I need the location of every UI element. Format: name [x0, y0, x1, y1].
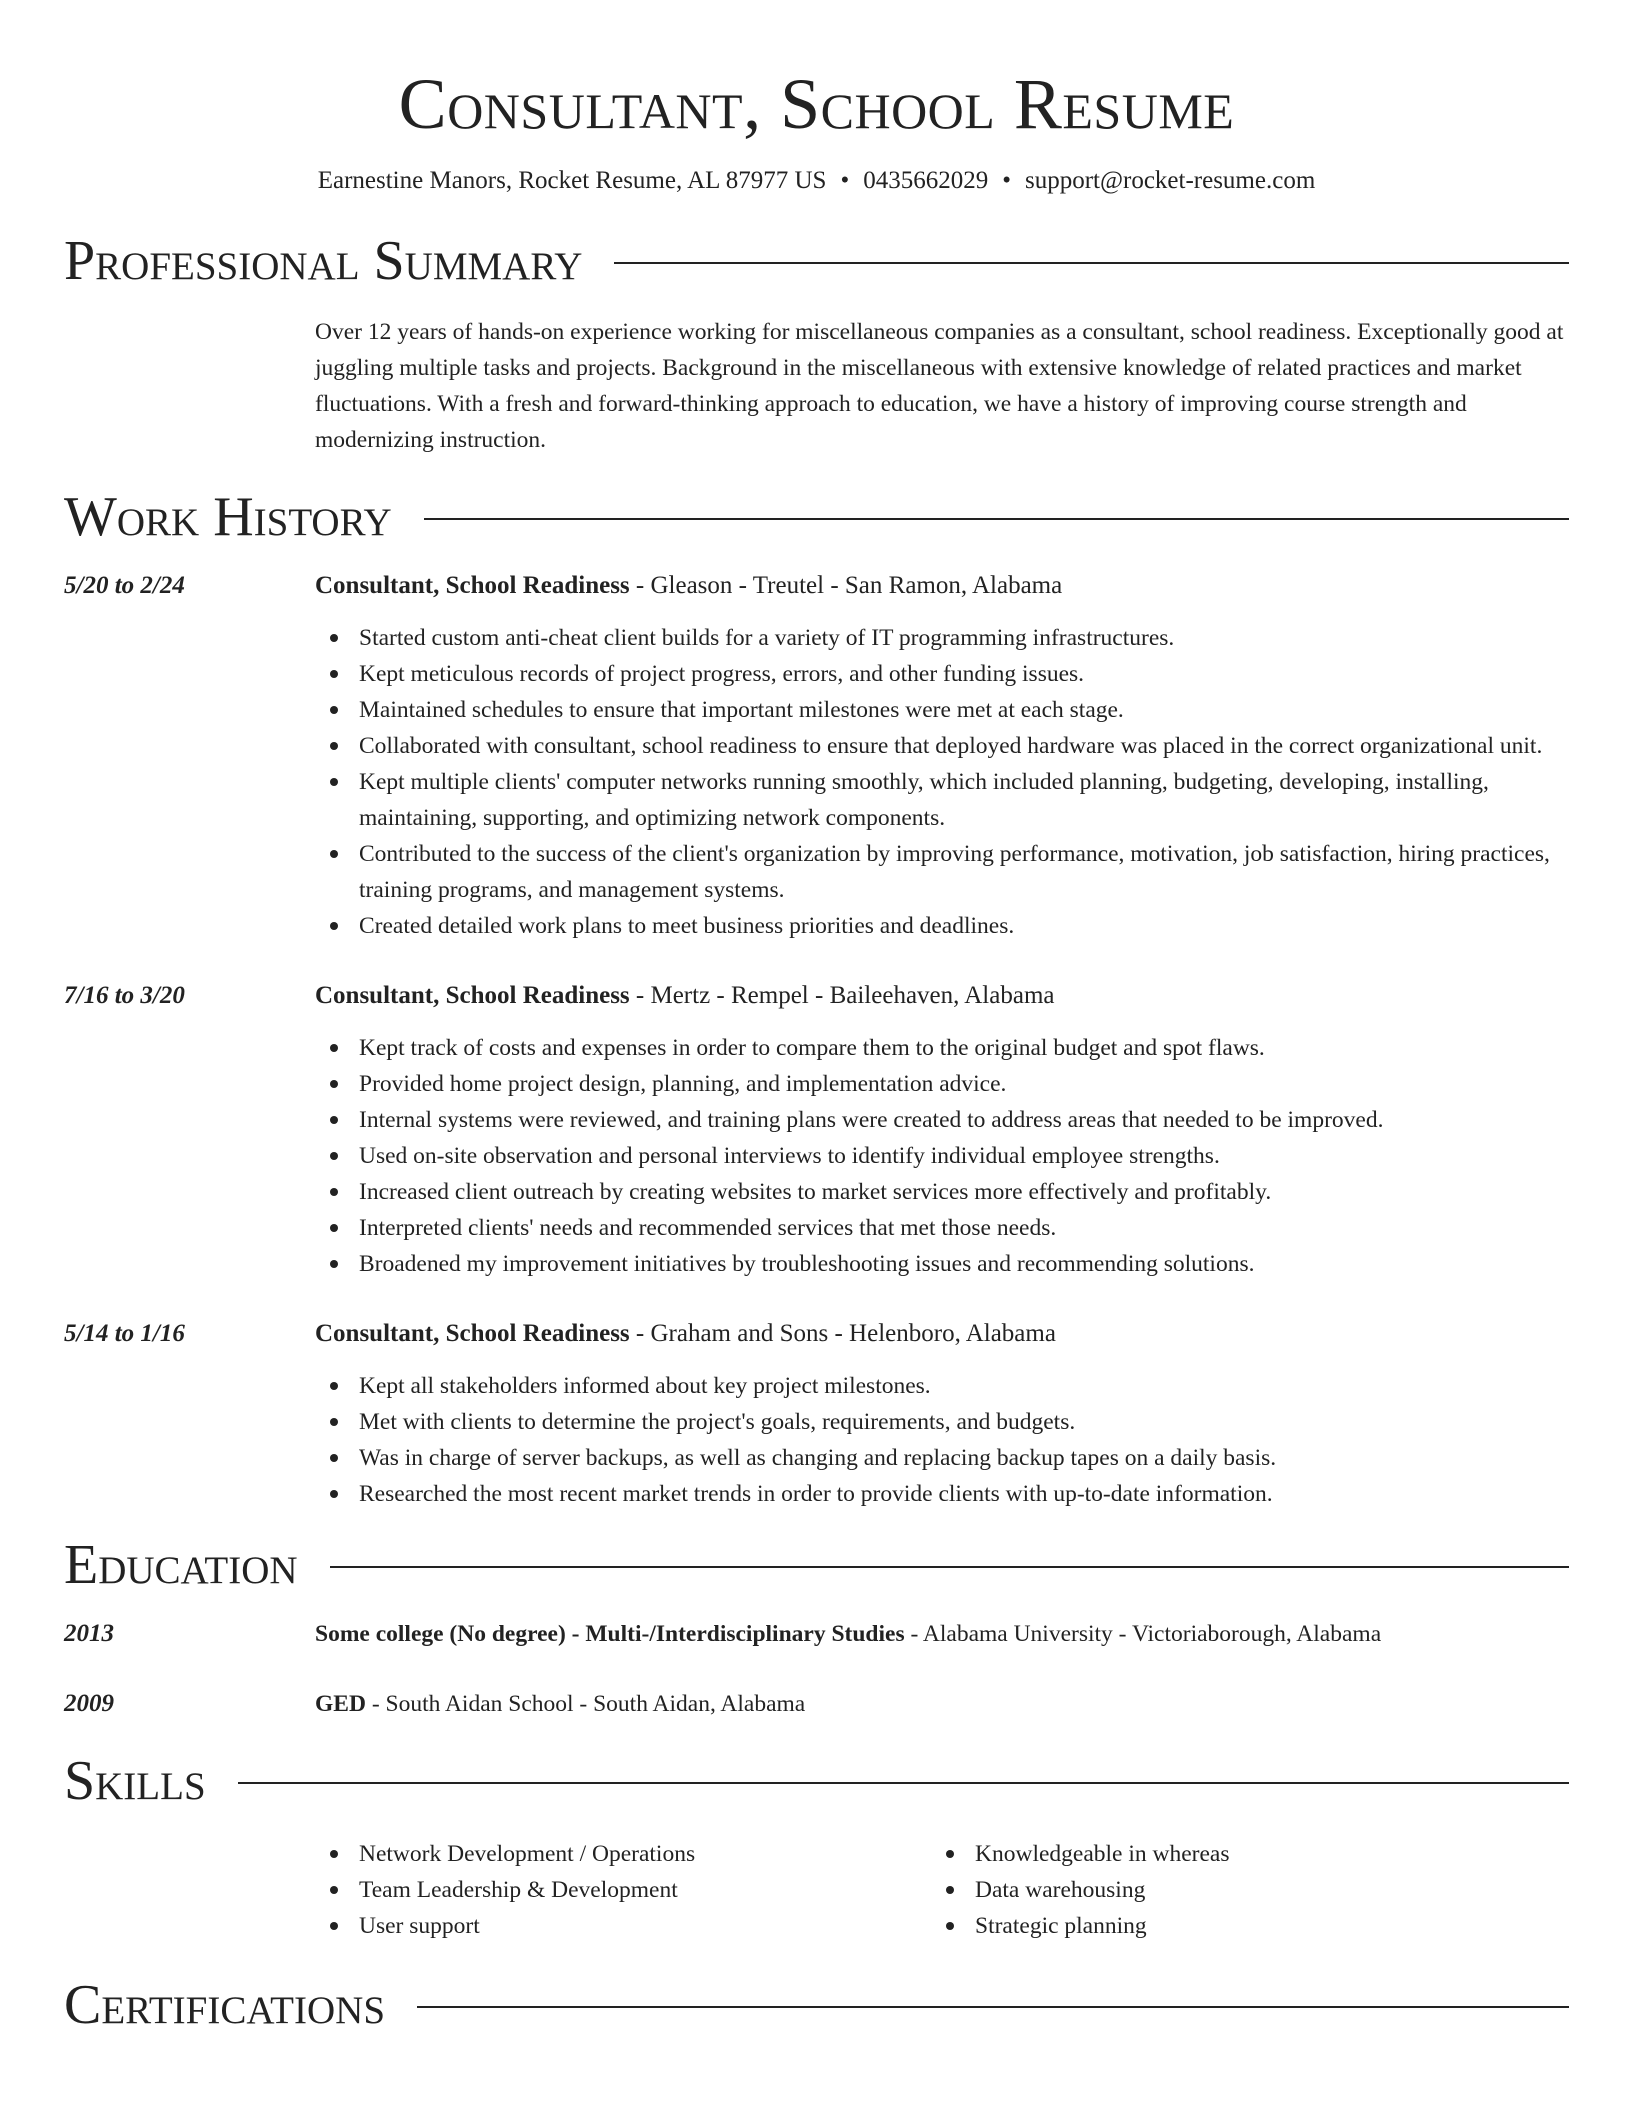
list-item: Data warehousing: [931, 1872, 1547, 1908]
list-item: Knowledgeable in whereas: [931, 1836, 1547, 1872]
contact-separator: •: [840, 167, 850, 194]
job-bullets: [315, 1030, 1569, 1282]
list-item: Contributed to the success of the client's organization by improving performance, motivation, job satisfaction, hiring practices, training programs, and management systems.: [315, 836, 1569, 908]
job-dates: 5/14 to 1/16: [64, 1320, 185, 1347]
job-body: [315, 568, 1569, 944]
work-section-header: [64, 486, 1569, 548]
education-body: [315, 1616, 1569, 1652]
job-entry: [64, 978, 1569, 1282]
list-item: Kept track of costs and expenses in order to compare them to the original budget and spot flaws.: [315, 1030, 1569, 1066]
contact-phone: 0435662029: [863, 167, 989, 194]
contact-line: [64, 166, 1569, 196]
education-entry: [64, 1616, 1569, 1652]
skills-section-title: Skills: [64, 1750, 206, 1812]
list-item: Kept meticulous records of project progress, errors, and other funding issues.: [315, 656, 1569, 692]
list-item: Strategic planning: [931, 1908, 1547, 1944]
job-title: Consultant, School Readiness: [315, 1320, 630, 1347]
skills-list: [315, 1836, 1569, 1944]
education-degree: GED: [315, 1691, 366, 1717]
resume-title: Consultant, School Resume: [398, 64, 1235, 144]
education-body: [315, 1686, 1569, 1722]
job-heading: [315, 568, 1569, 604]
work-list: [64, 568, 1569, 1512]
list-item: Internal systems were reviewed, and training plans were created to address areas that needed to be improved.: [315, 1102, 1569, 1138]
contact-separator: •: [1002, 167, 1011, 194]
job-heading: [315, 1316, 1569, 1352]
job-body: [315, 978, 1569, 1282]
list-item: Broadened my improvement initiatives by troubleshooting issues and recommending solutions.: [315, 1246, 1569, 1282]
job-details: - Graham and Sons - Helenboro, Alabama: [629, 1320, 1056, 1347]
section-divider: [424, 518, 1569, 520]
job-entry: [64, 1316, 1569, 1512]
education-year: 2009: [64, 1690, 114, 1717]
list-item: Was in charge of server backups, as well as changing and replacing backup tapes on a daily basis.: [315, 1440, 1569, 1476]
skills-column: [315, 1836, 931, 1944]
job-body: [315, 1316, 1569, 1512]
job-heading: [315, 978, 1569, 1014]
education-details: - South Aidan School - South Aidan, Alabama: [365, 1691, 806, 1717]
job-dates: 7/16 to 3/20: [64, 982, 185, 1009]
education-section-header: [64, 1534, 1569, 1596]
education-degree: Some college (No degree) - Multi-/Interdisciplinary Studies: [315, 1621, 905, 1647]
job-title: Consultant, School Readiness: [315, 982, 630, 1009]
list-item: Kept all stakeholders informed about key project milestones.: [315, 1368, 1569, 1404]
list-item: Collaborated with consultant, school readiness to ensure that deployed hardware was placed in the correct organizational unit.: [315, 728, 1569, 764]
section-divider: [238, 1782, 1569, 1784]
job-details: - Gleason - Treutel - San Ramon, Alabama: [629, 572, 1063, 599]
contact-email: support@rocket-resume.com: [1024, 167, 1316, 194]
job-dates: 5/20 to 2/24: [64, 572, 185, 599]
summary-section-title: Professional Summary: [64, 230, 583, 292]
job-entry: [64, 568, 1569, 944]
education-year: 2013: [64, 1620, 114, 1647]
education-list: [64, 1616, 1569, 1722]
list-item: Kept multiple clients' computer networks running smoothly, which included planning, budgeting, developing, installing, maintaining, supporting, and optimizing network components.: [315, 764, 1569, 836]
list-item: Met with clients to determine the project's goals, requirements, and budgets.: [315, 1404, 1569, 1440]
education-details: - Alabama University - Victoriaborough, Alabama: [904, 1621, 1382, 1647]
education-entry: [64, 1686, 1569, 1722]
list-item: Team Leadership & Development: [315, 1872, 931, 1908]
certifications-section-title: Certifications: [64, 1974, 386, 2036]
job-bullets: [315, 620, 1569, 944]
work-section-title: Work History: [64, 486, 392, 548]
section-divider: [330, 1566, 1569, 1568]
list-item: Interpreted clients' needs and recommended services that met those needs.: [315, 1210, 1569, 1246]
job-details: - Mertz - Rempel - Baileehaven, Alabama: [629, 982, 1055, 1009]
list-item: User support: [315, 1908, 931, 1944]
education-section-title: Education: [64, 1534, 298, 1596]
list-item: Provided home project design, planning, and implementation advice.: [315, 1066, 1569, 1102]
list-item: Used on-site observation and personal interviews to identify individual employee strengths.: [315, 1138, 1569, 1174]
section-divider: [614, 262, 1569, 264]
list-item: Researched the most recent market trends in order to provide clients with up-to-date information.: [315, 1476, 1569, 1512]
list-item: Network Development / Operations: [315, 1836, 931, 1872]
contact-address: Earnestine Manors, Rocket Resume, AL 87977 US: [317, 167, 827, 194]
summary-section-header: [64, 230, 1569, 292]
job-bullets: [315, 1368, 1569, 1512]
certifications-section-header: [64, 1974, 1569, 2036]
section-divider: [417, 2006, 1569, 2008]
summary-text: Over 12 years of hands-on experience working for miscellaneous companies as a consultant, school readiness. Exceptionally good at juggling multiple tasks and projects. Background in the miscellaneous with extensive knowledge of related practices and market fluctuations. With a fresh and forward-thinking approach to education, we have a history of improving course strength and modernizing instruction.: [315, 319, 1564, 453]
list-item: Created detailed work plans to meet business priorities and deadlines.: [315, 908, 1569, 944]
list-item: Maintained schedules to ensure that important milestones were met at each stage.: [315, 692, 1569, 728]
skills-column: [931, 1836, 1547, 1944]
list-item: Started custom anti-cheat client builds for a variety of IT programming infrastructures.: [315, 620, 1569, 656]
skills-section-header: [64, 1750, 1569, 1812]
list-item: Increased client outreach by creating websites to market services more effectively and profitably.: [315, 1174, 1569, 1210]
resume-page: [64, 0, 1569, 2036]
job-title: Consultant, School Readiness: [315, 572, 630, 599]
